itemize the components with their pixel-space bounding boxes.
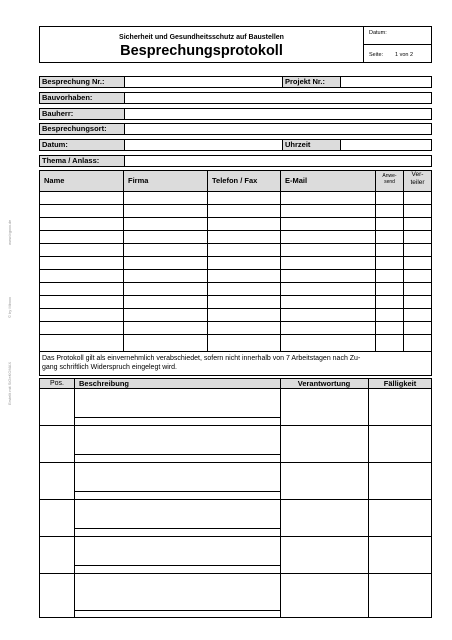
header-seite-value: 1 von 2 xyxy=(395,52,414,58)
page-title: Besprechungsprotokoll xyxy=(120,43,283,59)
protocol-note-line2: gang schriftlich Widerspruch eingelegt wird. xyxy=(42,364,178,371)
item-row[interactable] xyxy=(40,500,431,536)
item-row[interactable] xyxy=(40,426,431,462)
column-faelligkeit: Fälligkeit xyxy=(383,379,417,388)
column-telefon: Telefon / Fax xyxy=(212,176,258,185)
item-row[interactable] xyxy=(40,463,431,499)
column-anwesend-line2: send xyxy=(384,179,395,185)
item-row[interactable] xyxy=(40,389,431,425)
column-name: Name xyxy=(44,176,65,185)
column-verteiler-line1: Ver- xyxy=(411,171,424,178)
attendee-table xyxy=(39,170,432,376)
side-text-url: www.bgvvv.de xyxy=(7,219,12,245)
protocol-note-line1: Das Protokoll gilt als einvernehmlich verabschiedet, sofern nicht innerhalb von 7 Arbeitstagen nach Zu- xyxy=(42,355,361,362)
column-verteiler-line2: teiler xyxy=(410,179,425,186)
column-anwesend-line1: Anwe- xyxy=(382,173,397,179)
header-subtitle: Sicherheit und Gesundheitsschutz auf Baustellen xyxy=(119,34,284,41)
label-projekt-nr: Projekt Nr.: xyxy=(285,77,326,86)
label-datum: Datum: xyxy=(42,140,68,149)
label-uhrzeit: Uhrzeit xyxy=(285,140,311,149)
header-datum-label: Datum: xyxy=(369,30,387,36)
item-row[interactable] xyxy=(40,574,431,617)
column-verantwortung: Verantwortung xyxy=(297,379,351,388)
label-bauherr: Bauherr: xyxy=(42,109,74,118)
column-pos: Pos. xyxy=(49,380,64,387)
protocol-note xyxy=(42,354,431,372)
column-beschreibung: Beschreibung xyxy=(79,379,130,388)
column-anwesend xyxy=(376,173,403,185)
item-row[interactable] xyxy=(40,537,431,573)
label-bauvorhaben: Bauvorhaben: xyxy=(42,93,93,102)
column-verteiler xyxy=(404,171,431,187)
label-thema: Thema / Anlass: xyxy=(42,156,100,165)
side-text-software: Erstellt mit SiGeKOMAX xyxy=(7,361,12,405)
header-seite-label: Seite: xyxy=(369,52,384,58)
label-besprechung-nr: Besprechung Nr.: xyxy=(42,77,105,86)
column-firma: Firma xyxy=(128,176,149,185)
label-besprechungsort: Besprechungsort: xyxy=(42,124,107,133)
side-text-copyright: © by Mbvvv xyxy=(7,297,12,318)
column-email: E-Mail xyxy=(285,176,308,185)
